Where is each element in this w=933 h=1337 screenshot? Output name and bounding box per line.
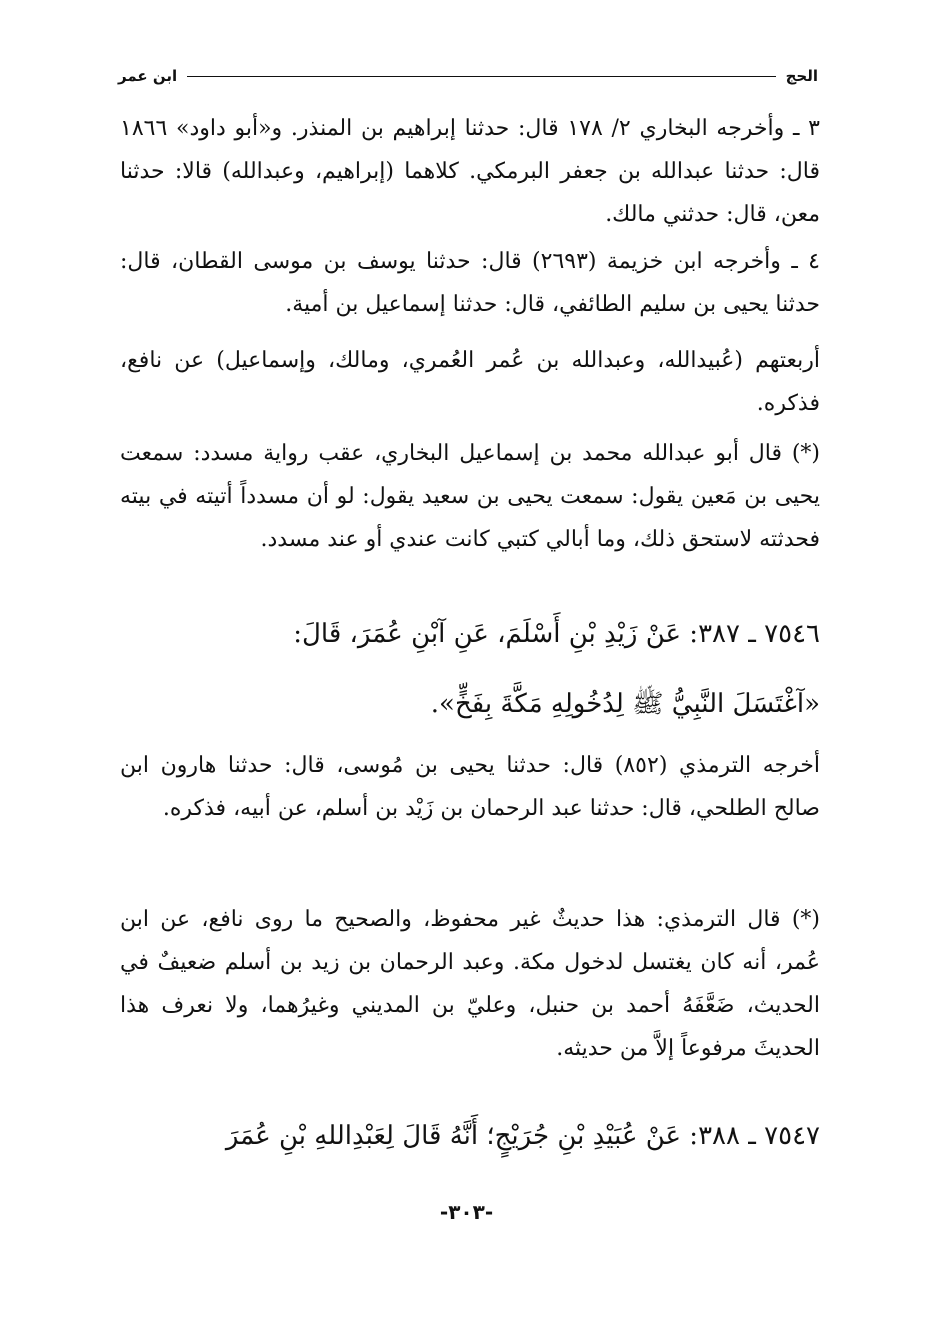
hadith-7546-line-1: ٧٥٤٦ ـ ٣٨٧: عَنْ زَيْدِ بْنِ أَسْلَمَ، عَنِ آبْنِ عُمَرَ، قَالَ:	[293, 619, 820, 649]
header-chapter-title: الحج	[785, 67, 818, 85]
bukhari-note: (*) قال أبو عبدالله محمد بن إسماعيل البخاري، عقب رواية مسدد: سمعت يحيى بن مَعين يقول: سمعت يحيى بن سعيد يقول: لو أن مسدداً أتيته في بيته فحدثته لاستحق ذلك، وما أبالي كتبي كانت عندي أو عند مسدد.	[120, 441, 820, 552]
header-section-title: ابن عمر	[118, 67, 178, 85]
summary-paragraph: أربعتهم (عُبيدالله، وعبدالله بن عُمر العُمري، ومالك، وإسماعيل) عن نافع، فذكره.	[120, 348, 820, 416]
takhrij-paragraph-3: ٣ ـ وأخرجه البخاري ٢/ ١٧٨ قال: حدثنا إبراهيم بن المنذر. و«أبو داود» ١٨٦٦ قال: حدثنا عبدالله بن جعفر البرمكي. كلاهما (إبراهيم، وعبدالله) قالا: حدثنا معن، قال: حدثني مالك.	[120, 116, 820, 227]
takhrij-7546: أخرجه الترمذي (٨٥٢) قال: حدثنا يحيى بن مُوسى، قال: حدثنا هارون ابن صالح الطلحي، قال: حدثنا عبد الرحمان بن زَيْد بن أسلم، عن أبيه، فذكره.	[120, 753, 820, 821]
header-rule	[187, 76, 775, 77]
running-header	[118, 64, 818, 88]
tirmidhi-note: (*) قال الترمذي: هذا حديثٌ غير محفوظ، والصحيح ما روى نافع، عن ابن عُمر، أنه كان يغتسل لدخول مكة. وعبد الرحمان بن زيد بن أسلم ضعيفٌ في الحديث، ضَعَّفَهُ أحمد بن حنبل، وعليّ بن المديني وغيرُهما، ولا نعرف هذا الحديثَ مرفوعاً إلاَّ من حديثه.	[120, 907, 820, 1061]
hadith-7547-line-1: ٧٥٤٧ ـ ٣٨٨: عَنْ عُبَيْدِ بْنِ جُرَيْجٍ؛ أَنَّهُ قَالَ لِعَبْدِاللهِ بْنِ عُمَرَ	[225, 1121, 820, 1151]
hadith-7546-line-2: «آغْتَسَلَ النَّبِيُّ ﷺ لِدُخُولِهِ مَكَّةَ بِفَخٍّ».	[430, 689, 820, 719]
takhrij-paragraph-4: ٤ ـ وأخرجه ابن خزيمة (٢٦٩٣) قال: حدثنا يوسف بن موسى القطان، قال: حدثنا يحيى بن سليم الطائفي، قال: حدثنا إسماعيل بن أمية.	[120, 249, 820, 317]
page-number: -٣٠٣-	[439, 1200, 494, 1224]
